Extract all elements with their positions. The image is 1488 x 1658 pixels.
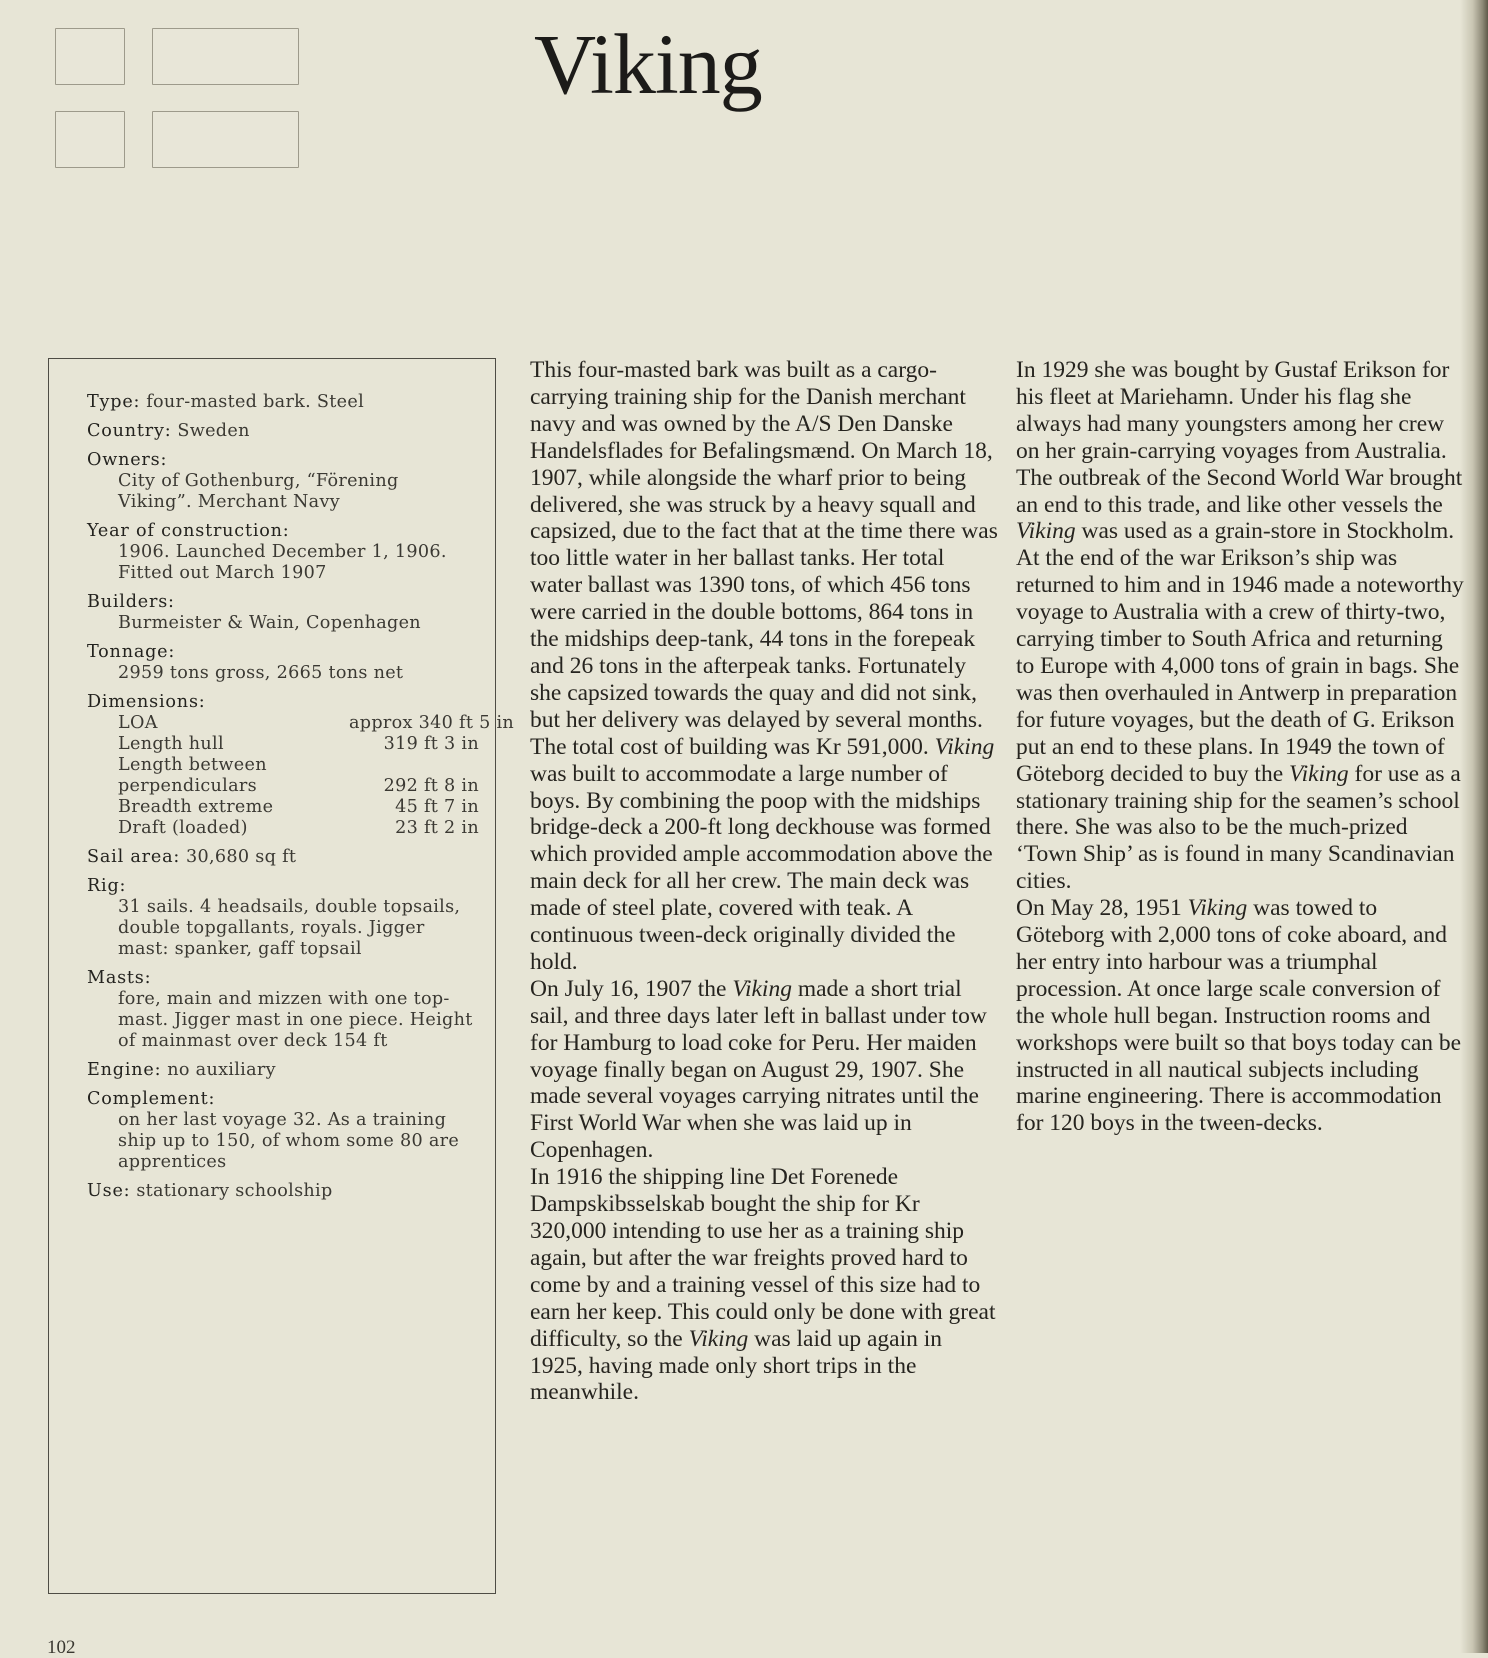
spec-country: [87, 421, 479, 442]
spec-label: Owners:: [87, 450, 168, 470]
ship-name: Viking: [934, 733, 995, 760]
spec-line: City of Gothenburg, “Förening: [118, 471, 399, 491]
spec-line: mast: spanker, gaff topsail: [118, 939, 362, 959]
spec-tonnage: [87, 642, 479, 684]
spec-label: Sail area:: [87, 847, 181, 867]
image-placeholder-frame: [152, 111, 299, 168]
spec-label: Type:: [87, 392, 141, 412]
dimension-value: approx 340 ft 5 in: [349, 713, 515, 733]
dimension-row: [87, 713, 515, 734]
spec-value: no auxiliary: [167, 1060, 276, 1080]
dimension-value: 45 ft 7 in: [395, 797, 479, 817]
paragraph: [1016, 545, 1464, 895]
spec-sail-area: [87, 847, 479, 868]
spec-line: apprentices: [118, 1152, 227, 1172]
dimension-name: Length between: [118, 755, 267, 775]
ship-name: Viking: [688, 1325, 749, 1352]
spec-label: Builders:: [87, 592, 175, 612]
text-run: was used as a grain-store in Stockholm.: [1081, 518, 1455, 545]
text-run: This four-masted bark was built as a cargo-carrying training ship for the Danish merchant navy and was owned by the A/S Den Danske Handelsflades for Befalingsmænd. On March 18, 1907, while alongside the wharf prior to being delivered, she was struck by a heavy squall and capsized, due to the fact that at the time there was too little water in her ballast tanks. Her total water ballast was 1390 tons, of which 456 tons were carried in the double bottoms, 864 tons in the midships deep-tank, 44 tons in the forepeak and 26 tons in the afterpeak tanks. Fortunately she capsized towards the quay and did not sink, but her delivery was delayed by several months. The total cost of building was Kr 591,000.: [530, 357, 998, 760]
spec-value: Sweden: [177, 421, 250, 441]
image-placeholder-frame: [152, 28, 299, 85]
spec-label: Country:: [87, 421, 172, 441]
spec-line: Fitted out March 1907: [118, 563, 327, 583]
spec-use: [87, 1181, 479, 1202]
dimension-value: 23 ft 2 in: [395, 818, 479, 838]
spec-label: Masts:: [87, 968, 152, 988]
dimension-name: perpendiculars: [118, 776, 257, 796]
dimension-row: [87, 818, 479, 839]
ship-name: Viking: [1289, 760, 1349, 787]
text-run: was laid up again in 1925, having made only short trips in the meanwhile.: [530, 1325, 943, 1406]
spec-line: Viking”. Merchant Navy: [118, 492, 340, 512]
page-number: 102: [47, 1637, 76, 1658]
text-run: On July 16, 1907 the: [530, 975, 727, 1002]
image-placeholder-frame: [55, 111, 125, 168]
spec-rig: [87, 876, 479, 960]
spec-value: four-masted bark. Steel: [146, 392, 364, 412]
spec-label: Use:: [87, 1181, 131, 1201]
paragraph: [1016, 895, 1464, 1137]
ship-specifications: [87, 392, 515, 1210]
body-text-column-2: [1016, 357, 1464, 1137]
dimension-value: [349, 755, 479, 776]
spec-line: ship up to 150, of whom some 80 are: [118, 1131, 460, 1151]
paragraph: [530, 357, 998, 976]
text-run: In 1916 the shipping line Det Forenede Dampskibsselskab bought the ship for Kr 320,000 intending to use her as a training ship again, but after the war freights proved hard to come by and a training vessel of this size had to earn her keep. This could only be done with great difficulty, so the: [530, 1164, 996, 1352]
text-run: was built to accommodate a large number of boys. By combining the poop with the midships bridge-deck a 200-ft long deckhouse was formed which provided ample accommodation above the main deck for all her crew. The main deck was made of steel plate, covered with teak. A continuous tween-deck originally divided the hold.: [530, 760, 993, 975]
dimension-row: [87, 797, 479, 818]
text-run: for use as a stationary training ship for the seamen’s school there. She was also to be the much-prized ‘Town Ship’ as is found in many Scandinavian cities.: [1016, 760, 1461, 895]
image-placeholder-frame: [55, 28, 125, 85]
page-title: Viking: [534, 16, 762, 112]
spec-line: 31 sails. 4 headsails, double topsails,: [118, 897, 461, 917]
spec-year: [87, 521, 479, 584]
spec-label: Tonnage:: [87, 642, 176, 662]
text-run: At the end of the war Erikson’s ship was returned to him and in 1946 made a noteworthy voyage to Australia with a crew of thirty-two, carrying timber to South Africa and returning to Europe with 4,000 tons of grain in bags. She was then overhauled in Antwerp in preparation for future voyages, but the death of G. Erikson put an end to these plans. In 1949 the town of Göteborg decided to buy the: [1016, 545, 1464, 787]
ship-name: Viking: [732, 975, 792, 1002]
spec-line: mast. Jigger mast in one piece. Height: [118, 1010, 473, 1030]
spec-dimensions: [87, 692, 515, 839]
spec-line: on her last voyage 32. As a training: [118, 1110, 447, 1130]
spec-value: stationary schoolship: [136, 1181, 333, 1201]
spec-builders: [87, 592, 479, 634]
dimension-row: [87, 755, 479, 776]
dimension-row: [87, 734, 479, 755]
dimension-name: Breadth extreme: [118, 797, 274, 817]
spec-line: 2959 tons gross, 2665 tons net: [118, 663, 404, 683]
spec-label: Year of construction:: [87, 521, 290, 541]
spec-label: Complement:: [87, 1089, 216, 1109]
text-run: In 1929 she was bought by Gustaf Erikson for his fleet at Mariehamn. Under his flag she always had many youngsters among her crew on her grain-carrying voyages from Australia. The outbreak of the Second World War brought an end to this trade, and like other vessels the: [1016, 357, 1463, 518]
paragraph: [1016, 357, 1464, 545]
spec-engine: [87, 1060, 479, 1081]
spec-label: Engine:: [87, 1060, 162, 1080]
spec-complement: [87, 1089, 479, 1173]
spec-line: of mainmast over deck 154 ft: [118, 1031, 388, 1051]
spec-value: 30,680 sq ft: [186, 847, 297, 867]
ship-name: Viking: [1016, 518, 1076, 545]
dimension-name: Draft (loaded): [118, 818, 248, 838]
spec-line: double topgallants, royals. Jigger: [118, 918, 425, 938]
dimension-value: 319 ft 3 in: [383, 734, 479, 754]
dimension-name: LOA: [118, 713, 158, 733]
ship-name: Viking: [1187, 895, 1248, 922]
paragraph: [530, 1164, 998, 1406]
spec-line: fore, main and mizzen with one top-: [118, 989, 450, 1009]
spec-type: [87, 392, 479, 413]
spec-line: 1906. Launched December 1, 1906.: [118, 542, 447, 562]
text-run: was towed to Göteborg with 2,000 tons of coke aboard, and her entry into harbour was a triumphal procession. At once large scale conversion of the whole hull began. Instruction rooms and workshops were built so that boys today can be instructed in all nautical subjects including marine engineering. There is accommodation for 120 boys in the tween-decks.: [1016, 895, 1462, 1137]
body-text-column-1: [530, 357, 998, 1406]
text-run: On May 28, 1951: [1016, 895, 1182, 922]
spec-masts: [87, 968, 479, 1052]
dimension-value: 292 ft 8 in: [383, 776, 479, 796]
spec-label: Rig:: [87, 876, 127, 896]
dimension-row: [87, 776, 479, 797]
spec-label: Dimensions:: [87, 692, 206, 712]
text-run: made a short trial sail, and three days later left in ballast under tow for Hamburg to load coke for Peru. Her maiden voyage finally began on August 29, 1907. She made several voyages carrying nitrates until the First World War when she was laid up in Copenhagen.: [530, 975, 987, 1164]
dimension-name: Length hull: [118, 734, 224, 754]
book-gutter-shadow: [1460, 0, 1488, 1653]
spec-line: Burmeister & Wain, Copenhagen: [118, 613, 421, 633]
paragraph: [530, 976, 998, 1164]
spec-owners: [87, 450, 479, 513]
